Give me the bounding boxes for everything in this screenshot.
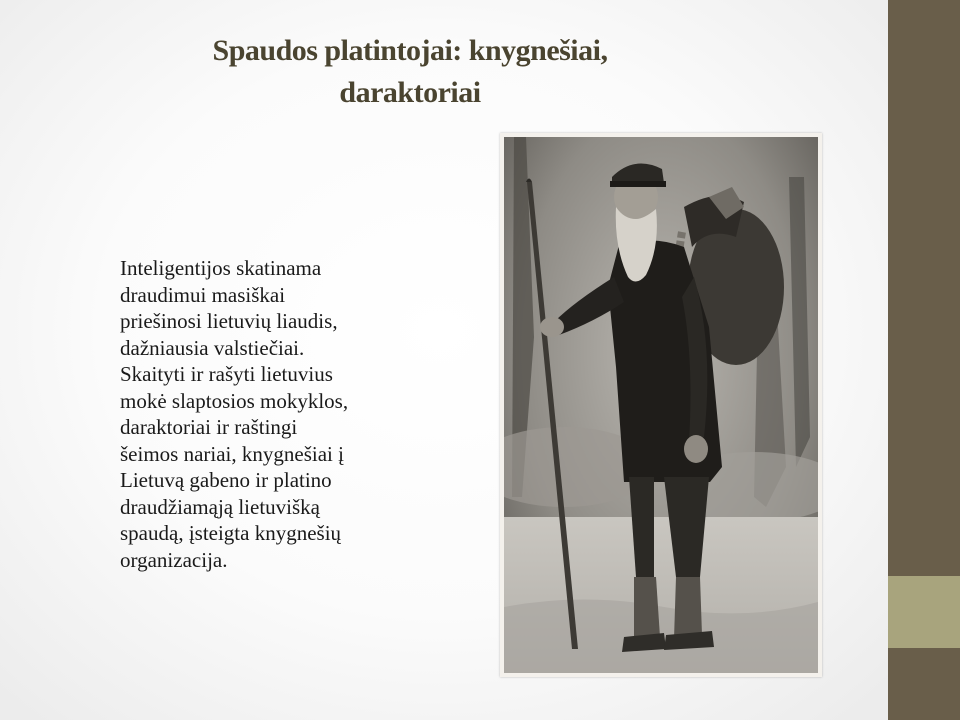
body-paragraph <box>120 255 420 573</box>
body-line: draudimui masiškai <box>120 282 286 307</box>
book-smuggler-photo <box>504 137 818 673</box>
body-line: šeimos nariai, knygnešiai į <box>120 441 344 466</box>
leg-wraps <box>634 577 660 642</box>
body-line: Skaityti ir rašyti lietuvius <box>120 362 333 386</box>
title-line-1: Spaudos platintojai: knygnešiai, <box>212 34 608 67</box>
body-line: priešinosi lietuvių liaudis, <box>120 309 338 333</box>
side-decor-accent-block <box>888 576 960 648</box>
body-line: dažniausia valstiečiai. <box>120 335 305 360</box>
body-line: Inteligentijos skatinama <box>120 256 322 280</box>
hand <box>540 317 564 337</box>
hand <box>684 435 708 463</box>
title-line-2: daraktoriai <box>339 76 481 109</box>
body-line: draudžiamąją lietuvišką <box>120 494 321 519</box>
body-line: spaudą, įsteigta knygnešių <box>120 521 342 545</box>
leg-wraps <box>674 577 702 639</box>
slide-title <box>110 30 710 114</box>
body-line: mokė slaptosios mokyklos, <box>120 388 349 413</box>
body-line: Lietuvą gabeno ir platino <box>120 468 332 492</box>
body-line: daraktoriai ir raštingi <box>120 415 298 439</box>
body-line: organizacija. <box>120 547 228 572</box>
photo-frame <box>500 133 822 677</box>
